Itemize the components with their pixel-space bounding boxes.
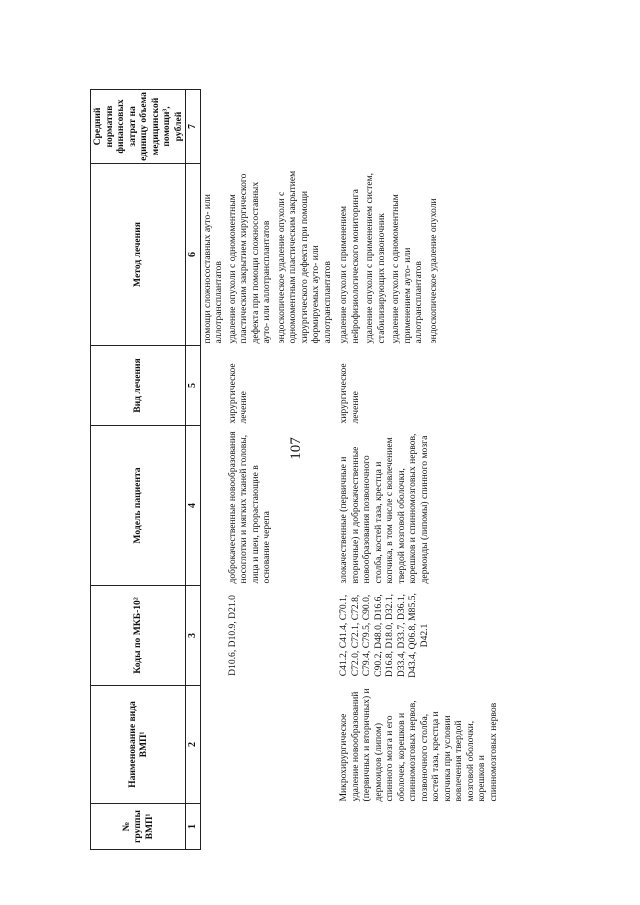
header-icd-codes: Коды по МКБ-10² xyxy=(91,586,186,686)
header-group-number: № группы ВМП¹ xyxy=(91,804,186,850)
column-number: 3 xyxy=(186,586,201,686)
icd-codes-cell: C41.2, C41.4, C70.1, C72.0, C72.1, C72.8, C79.4, C79.5, C90.0, C90.2, D48.0, D16.6, D16.8, D18.0, D32.1, D33.4, D33.7, D36.1, D43.4, Q06.8, M85.5, D42.1 xyxy=(338,593,430,678)
rotated-table-wrapper xyxy=(90,90,640,850)
vmp-table xyxy=(90,89,500,850)
table-row xyxy=(226,90,338,850)
column-number-row xyxy=(186,90,201,850)
column-number: 5 xyxy=(186,346,201,426)
column-number: 4 xyxy=(186,426,201,586)
patient-model-cell: доброкачественные новообразования носоглотки и мягких тканей головы, лица и шеи, прорастающие в основание черепа xyxy=(226,431,272,584)
patient-model-cell: злокачественные (первичные и вторичные) и доброкачественные новообразования позвоночного столба, костей таза, крестца и копчика, в том числе с вовлечением твердой мозговой оболочки, корешков и спинномозговых нервов, дермоиды (липомы) спинного мозга xyxy=(338,433,430,584)
column-number: 2 xyxy=(186,686,201,804)
method-continuation: помощи сложносоставных ауто- или аллотрансплантатов xyxy=(201,194,224,344)
column-number: 6 xyxy=(186,164,201,346)
method-item: эндоскопическое удаление опухоли с одномоментным пластическим закрытием хирургического дефекта при помощи формируемых ауто- или аллотрансплантатов xyxy=(275,170,333,344)
method-item: эндоскопическое удаление опухоли xyxy=(427,198,439,344)
header-cost-norm: Средний норматив финансовых затрат на единицу объема медицинской помощи³, рублей xyxy=(91,90,186,164)
icd-codes-cell: D10.6, D10.9, D21.0 xyxy=(226,595,238,676)
treatment-type-cell: хирургическое лечение xyxy=(338,363,361,424)
method-item: удаление опухоли с одномоментным применением ауто- или аллотрансплантатов xyxy=(390,194,424,344)
method-item: удаление опухоли с применением систем, стабилизирующих позвоночник xyxy=(364,172,387,344)
table-row xyxy=(337,90,500,850)
header-patient-model: Модель пациента xyxy=(91,426,186,586)
treatment-type-cell: хирургическое лечение xyxy=(226,363,249,424)
header-row xyxy=(91,90,186,850)
table-row xyxy=(200,90,226,850)
column-number: 7 xyxy=(186,90,201,164)
page-number: 107 xyxy=(287,437,304,460)
vmp-name-cell: Микрохирургическое удаление новообразований (первичных и вторичных) и дермоидов (липом) спинного мозга и его оболочек, корешков и спинномозговых нервов, позвоночного столба, костей таза, крестца и копчика при условии вовлечения твердой мозговой оболочки, корешков и спинномозговых нервов xyxy=(338,688,499,802)
treatment-method-cell xyxy=(226,164,338,346)
method-item: удаление опухоли с одномоментным пластическим закрытием хирургического дефекта при помощи сложносоставных ауто- или аллотрансплантатов xyxy=(226,173,272,344)
header-treatment-type: Вид лечения xyxy=(91,346,186,426)
treatment-method-cell xyxy=(337,164,500,346)
column-number: 1 xyxy=(186,804,201,850)
method-item: удаление опухоли с применением нейрофизиологического мониторинга xyxy=(338,189,361,344)
header-treatment-method: Метод лечения xyxy=(91,164,186,346)
header-vmp-name: Наименование вида ВМП¹ xyxy=(91,686,186,804)
